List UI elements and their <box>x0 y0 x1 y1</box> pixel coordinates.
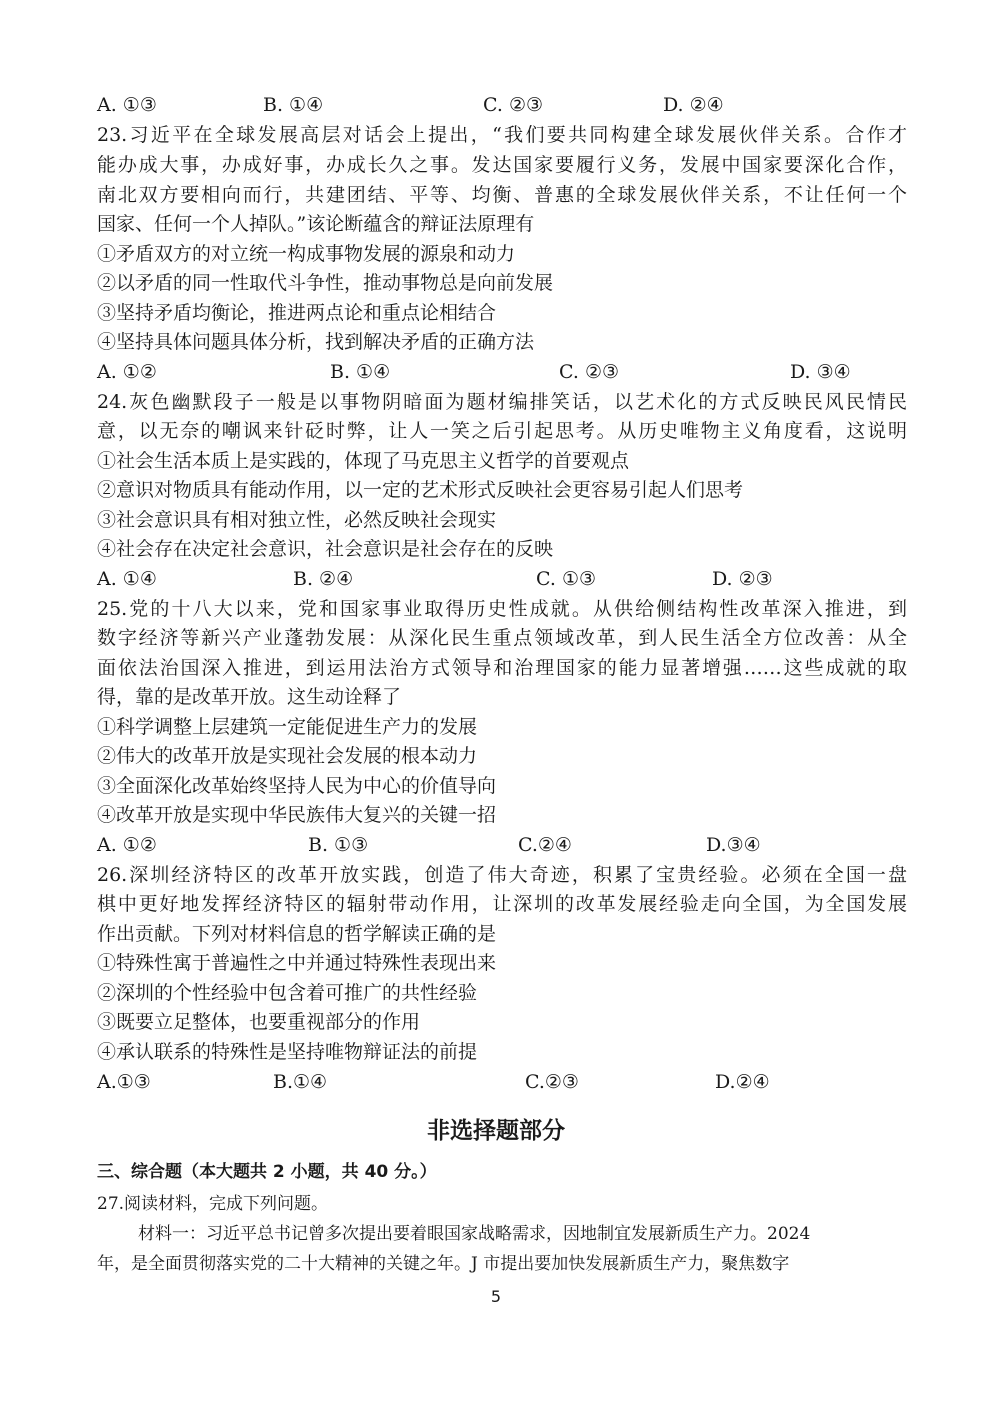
q23-option-c: C. ②③ <box>559 361 620 383</box>
q25-option-d: D.③④ <box>706 834 761 856</box>
q23-line-4: 国家、任何一个人掉队。”该论断蕴含的辩证法原理有 <box>97 213 535 235</box>
q24-option-d: D. ②③ <box>712 568 773 590</box>
q26-item-2: ②深圳的个性经验中包含着可推广的共性经验 <box>97 982 478 1004</box>
q25-line-4: 得，靠的是改革开放。这生动诠释了 <box>97 686 402 708</box>
q22-option-b: B. ①④ <box>263 94 324 116</box>
q23-options <box>97 358 907 387</box>
q23-item-4: ④坚持具体问题具体分析，找到解决矛盾的正确方法 <box>97 331 535 353</box>
part3-heading: 三、综合题（本大题共 2 小题，共 40 分。） <box>97 1162 437 1182</box>
q23-option-b: B. ①④ <box>330 361 391 383</box>
q25-option-a: A. ①② <box>97 834 157 856</box>
q26-line-1: 26.深圳经济特区的改革开放实践，创造了伟大奇迹，积累了宝贵经验。必须在全国一盘 <box>97 864 907 886</box>
q27-line-1: 材料一：习近平总书记曾多次提出要着眼国家战略需求，因地制宜发展新质生产力。2024 <box>138 1224 811 1244</box>
section-title: 非选择题部分 <box>427 1118 565 1144</box>
q24-option-c: C. ①③ <box>536 568 597 590</box>
q24-line-2: 意，以无奈的嘲讽来针砭时弊，让人一笑之后引起思考。从历史唯物主义角度看，这说明 <box>97 420 907 442</box>
q23-item-1: ①矛盾双方的对立统一构成事物发展的源泉和动力 <box>97 243 516 265</box>
q26-option-b: B.①④ <box>273 1071 328 1093</box>
q23-item-3: ③坚持矛盾均衡论，推进两点论和重点论相结合 <box>97 302 497 324</box>
q25-option-c: C.②④ <box>518 834 572 856</box>
q25-line-3: 面依法治国深入推进，到运用法治方式领导和治理国家的能力显著增强……这些成就的取 <box>97 657 907 679</box>
q26-item-3: ③既要立足整体，也要重视部分的作用 <box>97 1011 421 1033</box>
q25-item-1: ①科学调整上层建筑一定能促进生产力的发展 <box>97 716 478 738</box>
q26-option-d: D.②④ <box>715 1071 770 1093</box>
q24-item-3: ③社会意识具有相对独立性，必然反映社会现实 <box>97 509 497 531</box>
q27-line-2: 年，是全面贯彻落实党的二十大精神的关键之年。J 市提出要加快发展新质生产力，聚焦数字 <box>97 1254 790 1274</box>
q25-item-3: ③全面深化改革始终坚持人民为中心的价值导向 <box>97 775 497 797</box>
q23-option-d: D. ③④ <box>790 361 851 383</box>
q24-item-4: ④社会存在决定社会意识，社会意识是社会存在的反映 <box>97 538 554 560</box>
q26-item-4: ④承认联系的特殊性是坚持唯物辩证法的前提 <box>97 1041 478 1063</box>
q26-options <box>97 1068 907 1097</box>
q22-option-c: C. ②③ <box>483 94 544 116</box>
q24-line-1: 24.灰色幽默段子一般是以事物阴暗面为题材编排笑话，以艺术化的方式反映民风民情民 <box>97 391 907 413</box>
q25-options <box>97 831 907 860</box>
q26-item-1: ①特殊性寓于普遍性之中并通过特殊性表现出来 <box>97 952 497 974</box>
q25-option-b: B. ①③ <box>308 834 369 856</box>
q26-option-a: A.①③ <box>97 1071 151 1093</box>
q22-option-d: D. ②④ <box>663 94 724 116</box>
q23-line-3: 南北双方要相向而行，共建团结、平等、均衡、普惠的全球发展伙伴关系，不让任何一个 <box>97 184 907 206</box>
q25-line-2: 数字经济等新兴产业蓬勃发展：从深化民生重点领域改革，到人民生活全方位改善：从全 <box>97 627 907 649</box>
q24-options <box>97 565 907 594</box>
q23-line-1: 23.习近平在全球发展高层对话会上提出，“我们要共同构建全球发展伙伴关系。合作才 <box>97 124 907 146</box>
q26-line-2: 棋中更好地发挥经济特区的辐射带动作用，让深圳的改革发展经验走向全国，为全国发展 <box>97 893 907 915</box>
q24-item-2: ②意识对物质具有能动作用，以一定的艺术形式反映社会更容易引起人们思考 <box>97 479 744 501</box>
q22-option-a: A. ①③ <box>97 94 157 116</box>
q23-item-2: ②以矛盾的同一性取代斗争性，推动事物总是向前发展 <box>97 272 554 294</box>
q22-options <box>97 91 907 120</box>
page-number: 5 <box>490 1287 502 1306</box>
q25-item-2: ②伟大的改革开放是实现社会发展的根本动力 <box>97 745 478 767</box>
q26-option-c: C.②③ <box>525 1071 579 1093</box>
q24-option-b: B. ②④ <box>293 568 354 590</box>
q27-title: 27.阅读材料，完成下列问题。 <box>97 1194 329 1214</box>
q24-option-a: A. ①④ <box>97 568 157 590</box>
q26-line-3: 作出贡献。下列对材料信息的哲学解读正确的是 <box>97 923 497 945</box>
q23-line-2: 能办成大事，办成好事，办成长久之事。发达国家要履行义务，发展中国家要深化合作， <box>97 154 907 176</box>
q25-line-1: 25.党的十八大以来，党和国家事业取得历史性成就。从供给侧结构性改革深入推进，到 <box>97 598 907 620</box>
q24-item-1: ①社会生活本质上是实践的，体现了马克思主义哲学的首要观点 <box>97 450 630 472</box>
q25-item-4: ④改革开放是实现中华民族伟大复兴的关键一招 <box>97 804 497 826</box>
q23-option-a: A. ①② <box>97 361 157 383</box>
